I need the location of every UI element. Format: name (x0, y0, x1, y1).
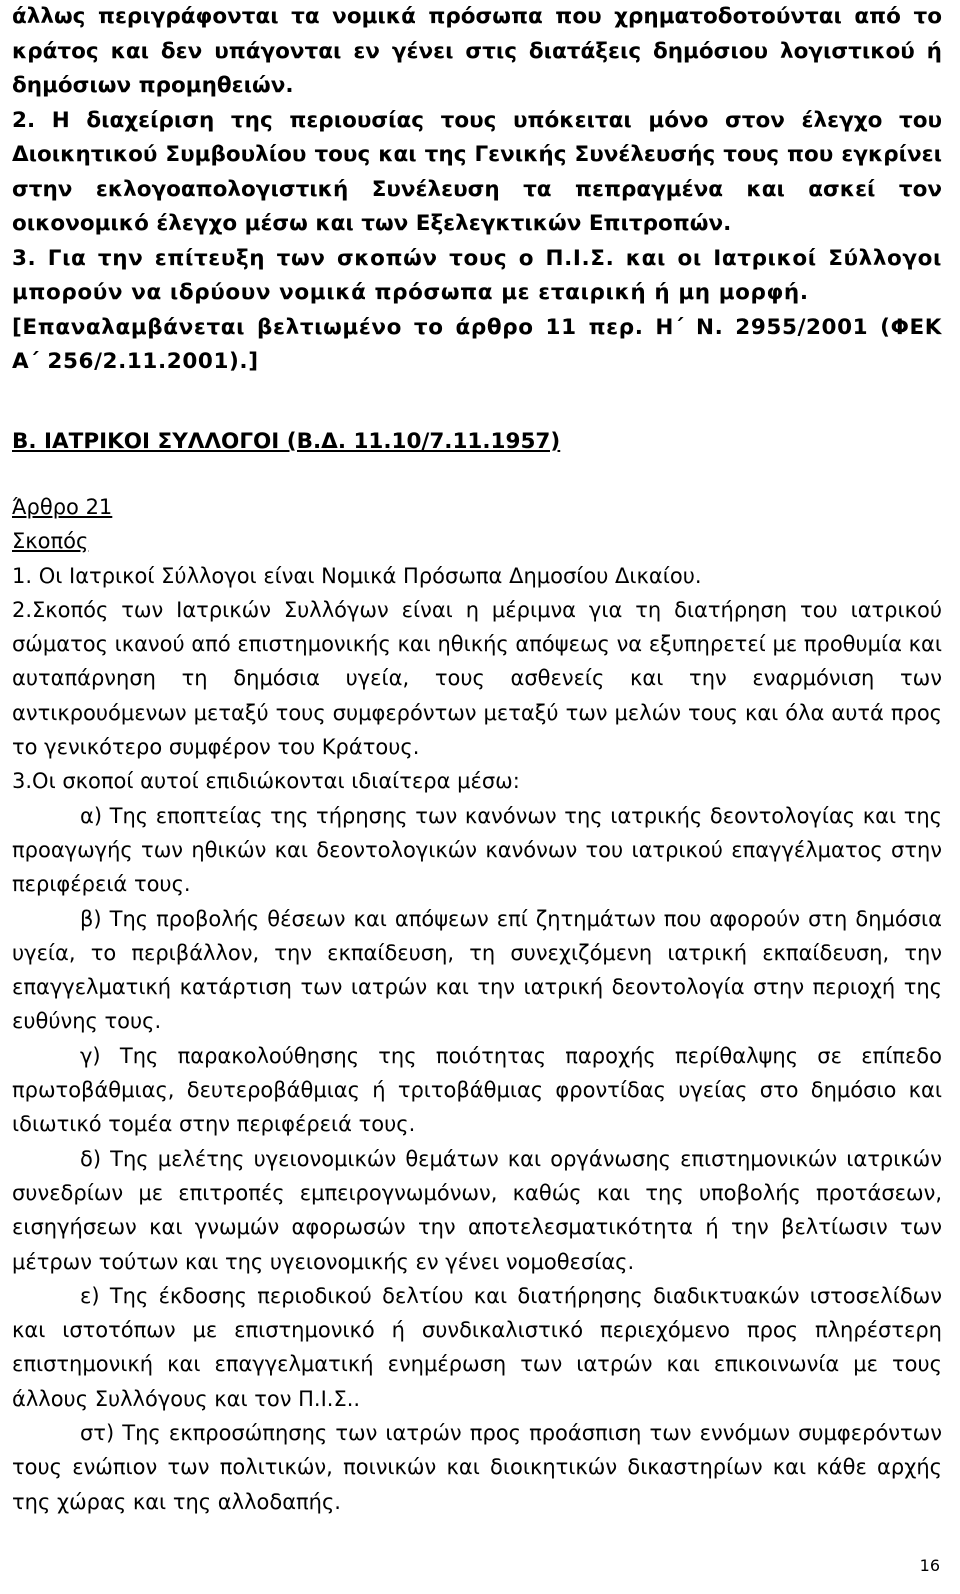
article-subtitle: Σκοπός (12, 529, 89, 554)
page-number: 16 (919, 1556, 940, 1575)
list-item-e: ε) Της έκδοσης περιοδικού δελτίου και διατήρησης διαδικτυακών ιστοσελίδων και ιστοτόπων με επιστημονικό ή συνδικαλιστικό περιεχόμενο προς πληρέστερη επιστημονική και επαγγελματική ενημέρωση των ιατρών και επικοινωνία με τους άλλους Συλλόγους και τον Π.Ι.Σ.. (12, 1283, 942, 1411)
paragraph-3: 3. Για την επίτευξη των σκοπών τους ο Π.Ι.Σ. και οι Ιατρικοί Σύλλογοι μπορούν να ιδρύουν νομικά πρόσωπα με εταιρική ή μη μορφή. (12, 245, 942, 305)
paragraph-continuation: άλλως περιγράφονται τα νομικά πρόσωπα που χρηματοδοτούνται από το κράτος και δεν υπάγονται εν γένει στις διατάξεις δημόσιου λογιστικού ή δημόσιων προμηθειών. (12, 4, 942, 98)
list-item-c: γ) Της παρακολούθησης της ποιότητας παροχής περίθαλψης σε επίπεδο πρωτοβάθμιας, δευτεροβάθμιας ή τριτοβάθμιας φροντίδας υγείας στο δημόσιο και ιδιωτικό τομέα στην περιφέρειά τους. (12, 1043, 942, 1137)
amendment-note: [Επαναλαμβάνεται βελτιωμένο το άρθρο 11 περ. Η΄ Ν. 2955/2001 (ΦΕΚ Α΄ 256/2.11.2001).] (12, 314, 942, 374)
list-item-f: στ) Της εκπροσώπησης των ιατρών προς προάσπιση των εννόμων συμφερόντων τους ενώπιον των πολιτικών, ποινικών και διοικητικών δικαστηρίων και κάθε αρχής της χώρας και της αλλοδαπής. (12, 1421, 942, 1514)
article-paragraph-2: 2.Σκοπός των Ιατρικών Συλλόγων είναι η μέριμνα για τη διατήρηση του ιατρικού σώματος ικανού από επιστημονικής και ηθικής απόψεως να εξυπηρετεί με προθυμία και αυταπάρνηση τη δημόσια υγεία, τους ασθενείς και την εναρμόνιση των αντικρουόμενων μεταξύ τους συμφερόντων μεταξύ των μελών τους και όλα αυτά προς το γενικότερο συμφέρον του Κράτους. (12, 597, 942, 760)
article-paragraph-1: 1. Οι Ιατρικοί Σύλλογοι είναι Νομικά Πρόσωπα Δημοσίου Δικαίου. (12, 563, 702, 588)
list-item-a: α) Της εποπτείας της τήρησης των κανόνων της ιατρικής δεοντολογίας και της προαγωγής των ηθικών και δεοντολογικών κανόνων του ιατρικού επαγγέλματος στην περιφέρειά τους. (12, 803, 942, 897)
paragraph-2: 2. Η διαχείριση της περιουσίας τους υπόκειται μόνο στον έλεγχο του Διοικητικού Συμβουλίου τους και της Γενικής Συνέλευσής τους που εγκρίνει στην εκλογοαπολογιστική Συνέλευση τα πεπραγμένα και ασκεί τον οικονομικό έλεγχο μέσω και των Εξελεγκτικών Επιτροπών. (12, 107, 942, 236)
list-item-b: β) Της προβολής θέσεων και απόψεων επί ζητημάτων που αφορούν στη δημόσια υγεία, το περιβάλλον, την εκπαίδευση, τη συνεχιζόμενη ιατρική εκπαίδευση, την επαγγελματική κατάρτιση των ιατρών και την ιατρική δεοντολογία στην περιοχή της ευθύνης τους. (12, 906, 942, 1034)
continued-article-text (12, 0, 942, 380)
article-21 (12, 490, 942, 1519)
list-item-d: δ) Της μελέτης υγειονομικών θεμάτων και οργάνωσης επιστημονικών ιατρικών συνεδρίων με επιτροπές εμπειρογνωμόνων, καθώς και της υποβολής προτάσεων, εισηγήσεων και γνωμών αφορωσών την αποτελεσματικότητα ή την βελτίωσιν των μέτρων τούτων και της υγειονομικής εν γένει νομοθεσίας. (12, 1146, 942, 1274)
article-paragraph-3: 3.Οι σκοποί αυτοί επιδιώκονται ιδιαίτερα μέσω: (12, 769, 520, 794)
document-page (12, 0, 942, 1514)
article-title: Άρθρο 21 (12, 495, 113, 519)
section-heading: Β. ΙΑΤΡΙΚΟΙ ΣΥΛΛΟΓΟΙ (Β.Δ. 11.10/7.11.1957) (12, 429, 561, 454)
